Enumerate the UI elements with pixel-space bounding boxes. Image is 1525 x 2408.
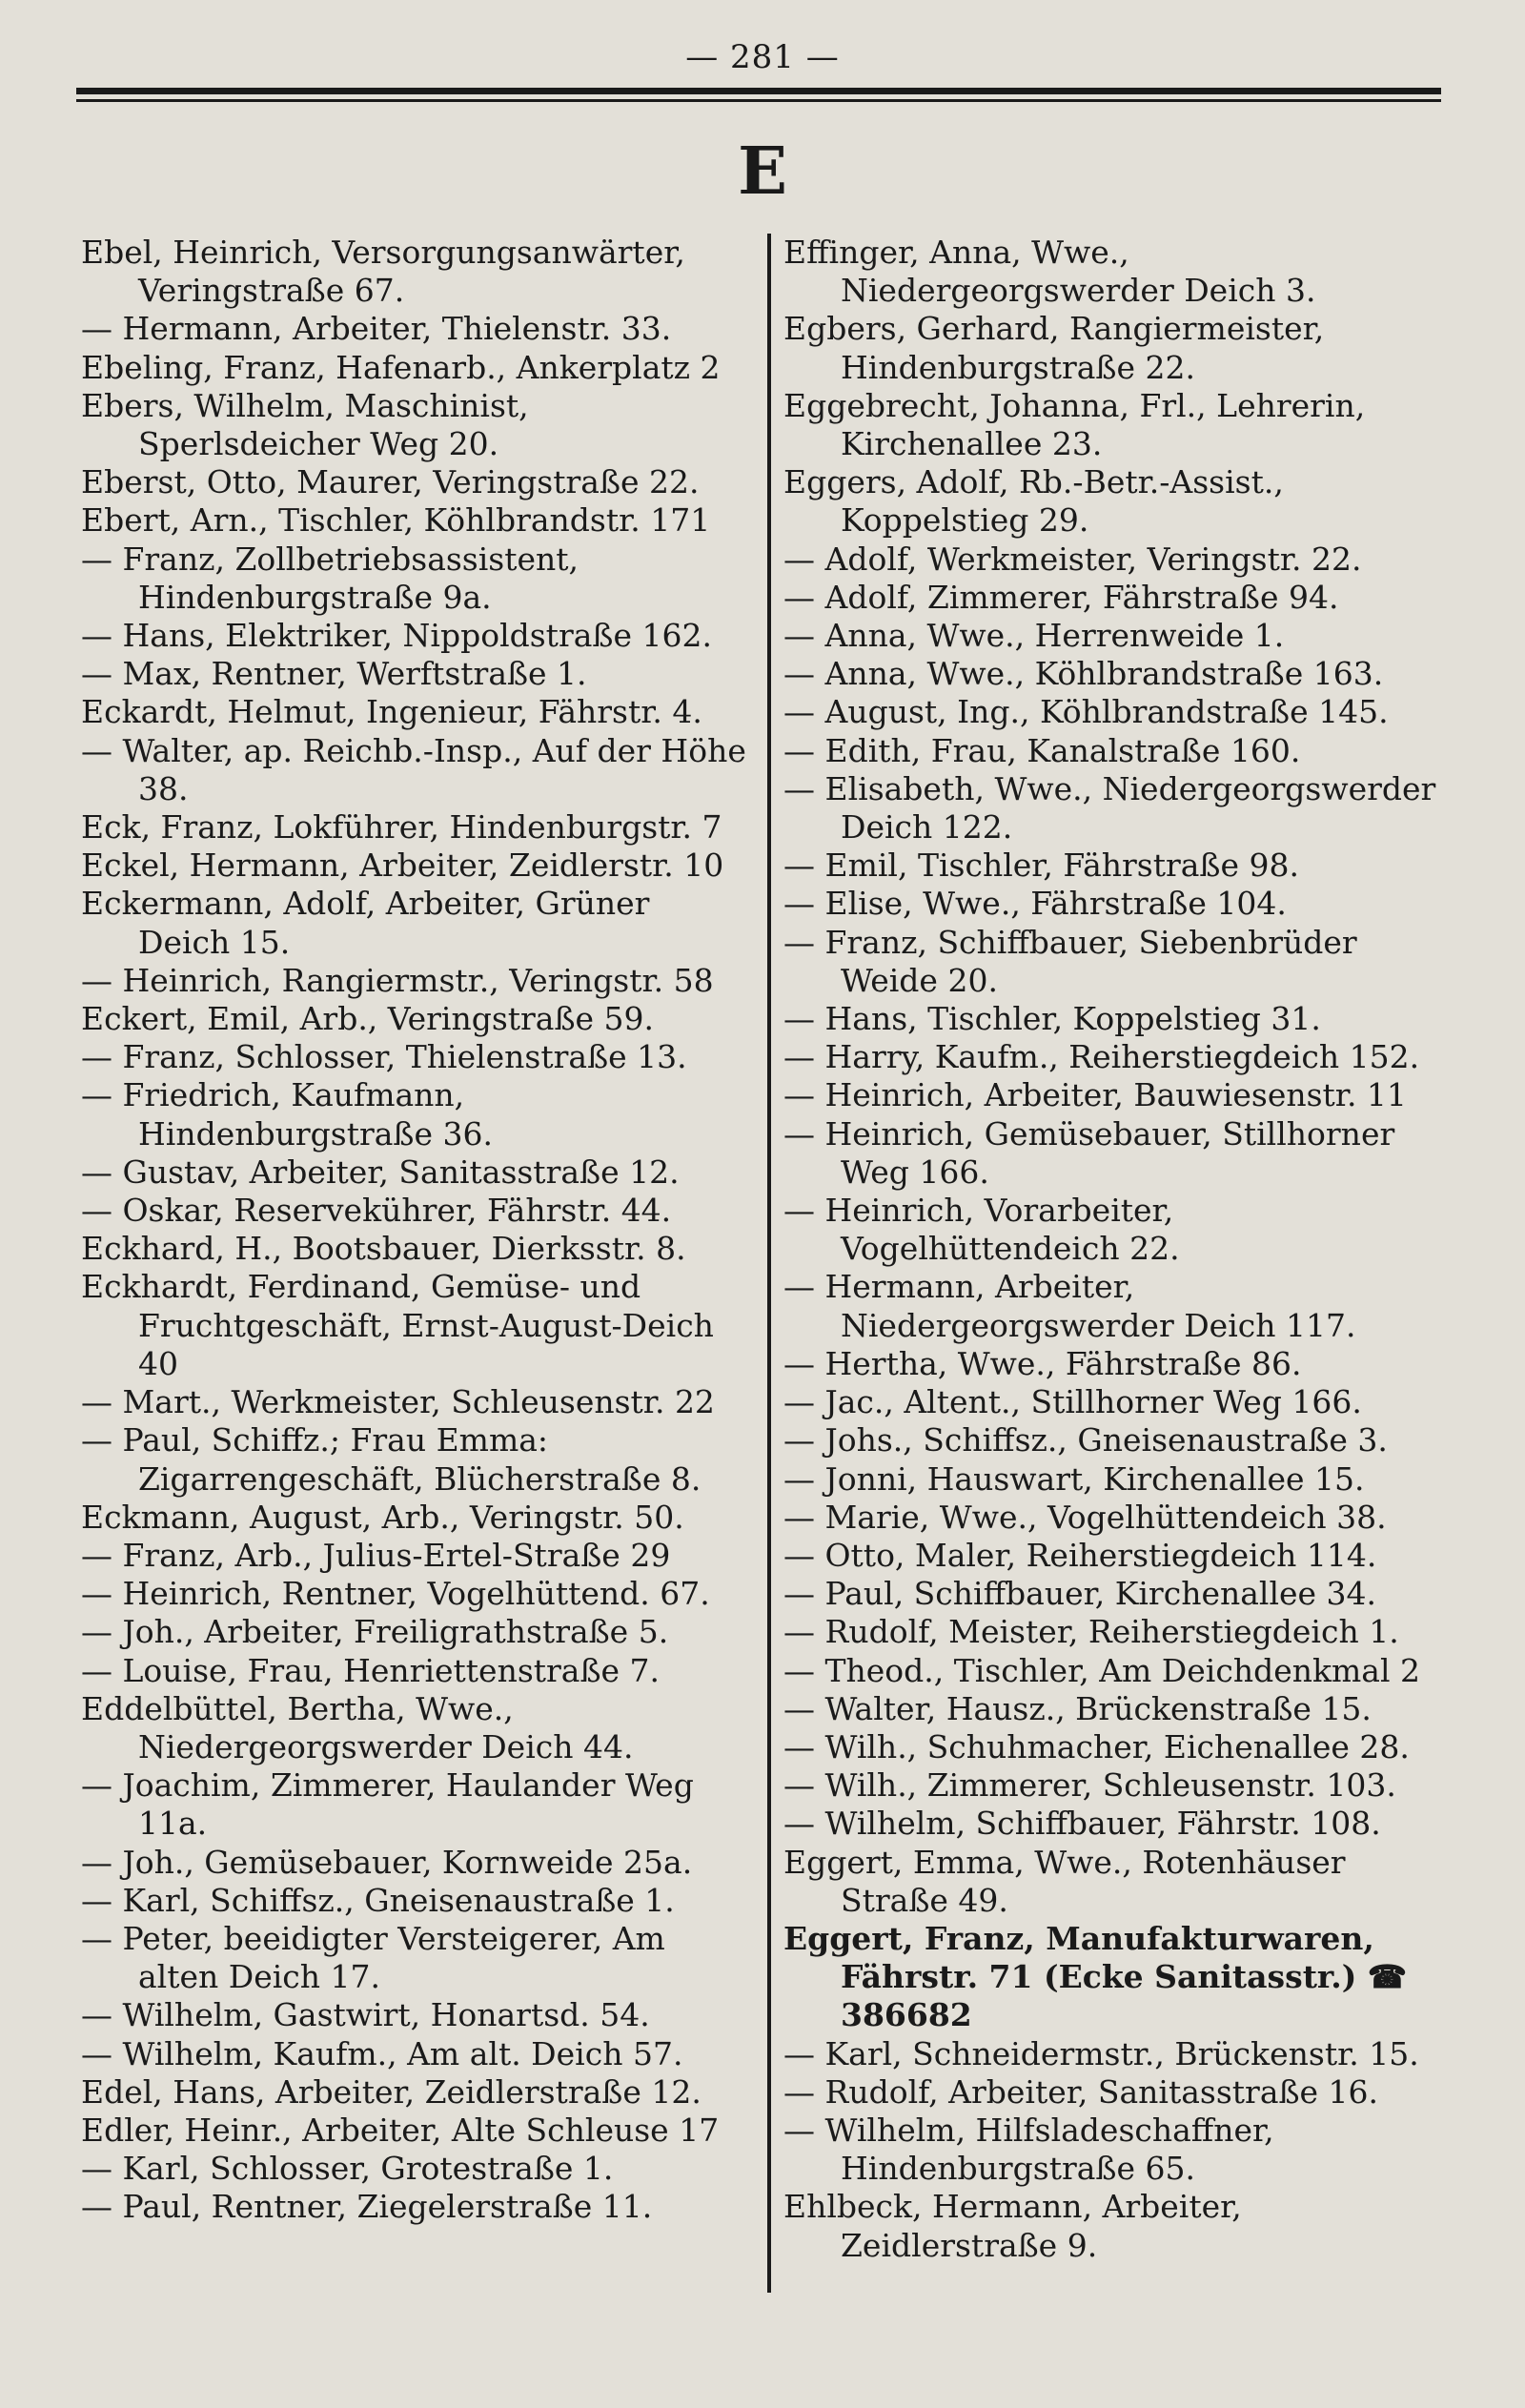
directory-entry: Ebers, Wilhelm, Maschinist, Sperlsdeicher Weg 20. (81, 386, 529, 463)
directory-entry: Eckardt, Helmut, Ingenieur, Fährstr. 4. (81, 693, 702, 731)
directory-entry: — Edith, Frau, Kanalstraße 160. (783, 731, 1301, 769)
directory-entry: — Rudolf, Meister, Reiherstiegdeich 1. (783, 1613, 1399, 1651)
directory-entry: — Karl, Schiffsz., Gneisenaustraße 1. (81, 1881, 675, 1919)
right-column (783, 234, 1451, 2265)
left-column (81, 234, 748, 2227)
directory-entry: — Harry, Kaufm., Reiherstiegdeich 152. (783, 1038, 1420, 1076)
directory-entry: Eckermann, Adolf, Arbeiter, Grüner Deich 15. (81, 885, 650, 961)
directory-entry: — Franz, Arb., Julius-Ertel-Straße 29 (81, 1536, 671, 1574)
directory-entry: Eckhardt, Ferdinand, Gemüse- und Fruchtgeschäft, Ernst-August-Deich 40 (81, 1268, 714, 1382)
directory-entry: — Hermann, Arbeiter, Thielenstr. 33. (81, 310, 672, 348)
directory-entry: Eberst, Otto, Maurer, Veringstraße 22. (81, 463, 700, 501)
directory-entry: — Oskar, Reservekührer, Fährstr. 44. (81, 1192, 672, 1230)
directory-entry: — Joh., Gemüsebauer, Kornweide 25a. (81, 1843, 693, 1881)
section-letter: E (738, 133, 787, 210)
directory-entry: Ehlbeck, Hermann, Arbeiter, Zeidlerstraße 9. (783, 2188, 1242, 2264)
directory-entry: — Joachim, Zimmerer, Haulander Weg 11a. (81, 1766, 694, 1843)
directory-entry: Eckel, Hermann, Arbeiter, Zeidlerstr. 10 (81, 847, 724, 885)
directory-entry: Eggert, Franz, Manufakturwaren, Fährstr. 71 (Ecke Sanitasstr.) ☎ 386682 (783, 1919, 1407, 2034)
directory-entry: — Otto, Maler, Reiherstiegdeich 114. (783, 1536, 1377, 1574)
directory-entry: — Heinrich, Rentner, Vogelhüttend. 67. (81, 1575, 710, 1613)
page-number: — 281 — (685, 38, 840, 76)
directory-entry: Eggebrecht, Johanna, Frl., Lehrerin, Kirchenallee 23. (783, 386, 1366, 463)
directory-entry: — Hermann, Arbeiter, Niedergeorgswerder Deich 117. (783, 1268, 1356, 1344)
directory-entry: — Franz, Zollbetriebsassistent, Hindenburgstraße 9a. (81, 540, 580, 616)
directory-entry: — Franz, Schiffbauer, Siebenbrüder Weide 20. (783, 923, 1357, 999)
directory-entry: — Paul, Rentner, Ziegelerstraße 11. (81, 2188, 653, 2226)
directory-entry: — Peter, beeidigter Versteigerer, Am alten Deich 17. (81, 1919, 665, 1996)
directory-entry: — Theod., Tischler, Am Deichdenkmal 2 (783, 1651, 1420, 1689)
directory-entry: — Joh., Arbeiter, Freiligrathstraße 5. (81, 1613, 669, 1651)
directory-entry: — Heinrich, Rangiermstr., Veringstr. 58 (81, 961, 714, 999)
directory-entry: Eggert, Emma, Wwe., Rotenhäuser Straße 49. (783, 1843, 1346, 1919)
directory-entry: — Louise, Frau, Henriettenstraße 7. (81, 1651, 661, 1689)
directory-entry: — Adolf, Zimmerer, Fährstraße 94. (783, 578, 1339, 616)
directory-entry: — August, Ing., Köhlbrandstraße 145. (783, 693, 1389, 731)
directory-entry: — Wilhelm, Kaufm., Am alt. Deich 57. (81, 2034, 683, 2072)
directory-entry: — Wilh., Zimmerer, Schleusenstr. 103. (783, 1766, 1396, 1805)
directory-entry: Eggers, Adolf, Rb.-Betr.-Assist., Koppelstieg 29. (783, 463, 1284, 540)
directory-entry: — Friedrich, Kaufmann, Hindenburgstraße 36. (81, 1076, 493, 1153)
directory-entry: Egbers, Gerhard, Rangiermeister, Hindenburgstraße 22. (783, 310, 1325, 386)
directory-entry: — Heinrich, Arbeiter, Bauwiesenstr. 11 (783, 1076, 1407, 1114)
directory-entry: — Anna, Wwe., Köhlbrandstraße 163. (783, 655, 1384, 693)
directory-entry: — Hertha, Wwe., Fährstraße 86. (783, 1344, 1302, 1382)
directory-entry: Eck, Franz, Lokführer, Hindenburgstr. 7 (81, 808, 722, 847)
directory-entry: — Johs., Schiffsz., Gneisenaustraße 3. (783, 1421, 1388, 1459)
directory-entry: Edel, Hans, Arbeiter, Zeidlerstraße 12. (81, 2072, 702, 2111)
directory-entry: — Heinrich, Vorarbeiter, Vogelhüttendeich 22. (783, 1192, 1180, 1268)
directory-entry: — Karl, Schlosser, Grotestraße 1. (81, 2150, 614, 2188)
directory-entry: — Anna, Wwe., Herrenweide 1. (783, 617, 1285, 655)
directory-entry: Ebel, Heinrich, Versorgungsanwärter, Veringstraße 67. (81, 234, 685, 310)
directory-entry: — Max, Rentner, Werftstraße 1. (81, 655, 587, 693)
directory-entry: Effinger, Anna, Wwe., Niedergeorgswerder Deich 3. (783, 234, 1316, 310)
directory-entry: Eddelbüttel, Bertha, Wwe., Niedergeorgswerder Deich 44. (81, 1689, 634, 1765)
directory-entry: Eckert, Emil, Arb., Veringstraße 59. (81, 1000, 655, 1038)
directory-entry: — Franz, Schlosser, Thielenstraße 13. (81, 1038, 687, 1076)
directory-entry: — Adolf, Werkmeister, Veringstr. 22. (783, 540, 1362, 578)
directory-entry: — Wilhelm, Hilfsladeschaffner, Hindenburgstraße 65. (783, 2111, 1274, 2188)
directory-entry: — Wilhelm, Gastwirt, Honartsd. 54. (81, 1996, 650, 2034)
directory-entry: — Paul, Schiffz.; Frau Emma: Zigarrengeschäft, Blücherstraße 8. (81, 1421, 702, 1498)
header-rule-thin (76, 99, 1441, 102)
directory-entry: — Wilhelm, Schiffbauer, Fährstr. 108. (783, 1805, 1381, 1843)
directory-entry: — Jonni, Hauswart, Kirchenallee 15. (783, 1459, 1365, 1498)
directory-entry: — Jac., Altent., Stillhorner Weg 166. (783, 1383, 1362, 1421)
directory-entry: — Heinrich, Gemüsebauer, Stillhorner Weg 166. (783, 1114, 1395, 1191)
directory-entry: Eckmann, August, Arb., Veringstr. 50. (81, 1498, 684, 1536)
directory-entry: — Gustav, Arbeiter, Sanitasstraße 12. (81, 1153, 680, 1191)
directory-entry: — Hans, Elektriker, Nippoldstraße 162. (81, 617, 712, 655)
directory-entry: Ebert, Arn., Tischler, Köhlbrandstr. 171 (81, 501, 711, 540)
directory-entry: — Walter, ap. Reichb.-Insp., Auf der Höhe 38. (81, 731, 746, 807)
directory-entry: — Karl, Schneidermstr., Brückenstr. 15. (783, 2034, 1419, 2072)
column-divider (767, 234, 771, 2293)
header-rule-thick (76, 88, 1441, 94)
directory-entry: — Paul, Schiffbauer, Kirchenallee 34. (783, 1575, 1377, 1613)
directory-entry: — Marie, Wwe., Vogelhüttendeich 38. (783, 1498, 1387, 1536)
directory-entry: — Elisabeth, Wwe., Niedergeorgswerder Deich 122. (783, 769, 1436, 847)
directory-entry: — Mart., Werkmeister, Schleusenstr. 22 (81, 1383, 715, 1421)
directory-entry: Ebeling, Franz, Hafenarb., Ankerplatz 2 (81, 348, 721, 386)
directory-entry: — Rudolf, Arbeiter, Sanitasstraße 16. (783, 2072, 1379, 2111)
directory-entry: — Emil, Tischler, Fährstraße 98. (783, 847, 1299, 885)
directory-entry: — Hans, Tischler, Koppelstieg 31. (783, 1000, 1321, 1038)
directory-entry: Eckhard, H., Bootsbauer, Dierksstr. 8. (81, 1230, 686, 1268)
directory-entry: Edler, Heinr., Arbeiter, Alte Schleuse 17 (81, 2111, 720, 2149)
directory-entry: — Walter, Hausz., Brückenstraße 15. (783, 1689, 1372, 1727)
directory-entry: — Wilh., Schuhmacher, Eichenallee 28. (783, 1727, 1410, 1765)
directory-entry: — Elise, Wwe., Fährstraße 104. (783, 885, 1287, 923)
